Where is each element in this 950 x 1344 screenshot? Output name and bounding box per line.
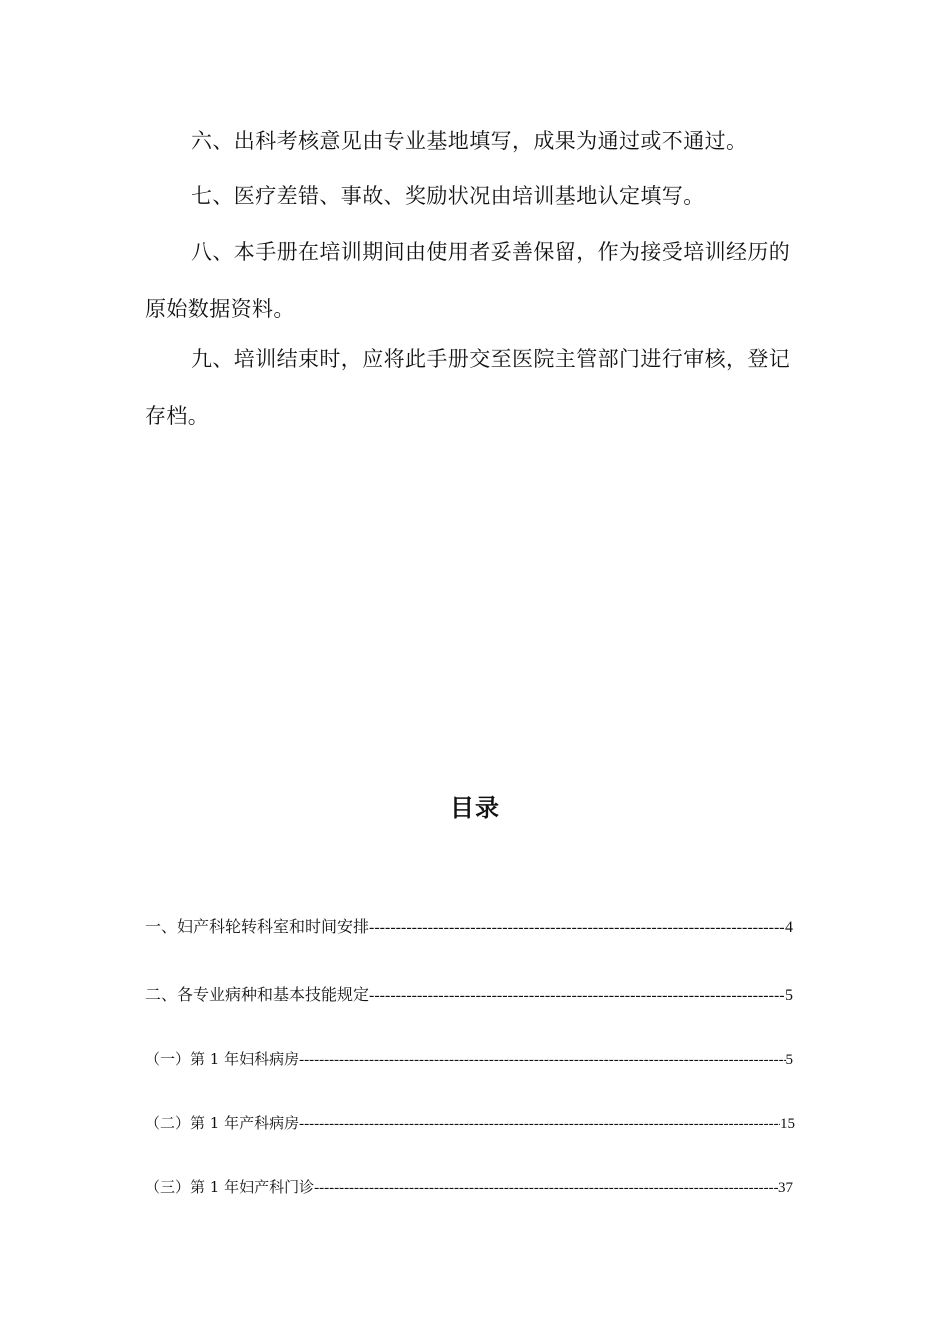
toc-entry-label: 一、妇产科轮转科室和时间安排: [145, 917, 370, 936]
paragraph-item-9: 九、培训结束时，应将此手册交至医院主管部门进行审核，登记存档。: [145, 347, 791, 428]
toc-entry-page: 5: [785, 1052, 793, 1068]
toc-dot-leader: [314, 1180, 778, 1197]
toc-entry-label: 二、各专业病种和基本技能规定: [145, 985, 370, 1004]
toc-entry-label: （三）第 1 年妇产科门诊: [145, 1178, 315, 1196]
toc-entry-page: 37: [778, 1180, 793, 1196]
toc-entry-page: 5: [785, 987, 793, 1004]
toc-entry-diseases-skills[interactable]: [145, 982, 793, 1005]
toc-entry-rotation-schedule[interactable]: [145, 914, 793, 937]
toc-entry-label: （二）第 1 年产科病房: [145, 1114, 300, 1132]
toc-entry-page: 15: [780, 1116, 795, 1132]
toc-dot-leader: [369, 919, 785, 937]
paragraph-item-7: 七、医疗差错、事故、奖励状况由培训基地认定填写。: [191, 184, 705, 208]
toc-entry-label: （一）第 1 年妇科病房: [145, 1050, 300, 1068]
paragraph-item-6: 六、出科考核意见由专业基地填写，成果为通过或不通过。: [191, 129, 748, 153]
toc-dot-leader: [299, 1116, 780, 1133]
toc-dot-leader: [299, 1052, 785, 1069]
toc-entry-page: 4: [785, 919, 793, 936]
paragraph-item-8: 八、本手册在培训期间由使用者妥善保留，作为接受培训经历的原始数据资料。: [145, 240, 791, 321]
toc-dot-leader: [369, 987, 785, 1005]
toc-title: 目录: [450, 794, 500, 822]
toc-entry-obstetrics-ward[interactable]: [145, 1112, 795, 1133]
toc-entry-gynecology-ward[interactable]: [145, 1048, 793, 1069]
toc-entry-obgyn-clinic[interactable]: [145, 1176, 793, 1197]
